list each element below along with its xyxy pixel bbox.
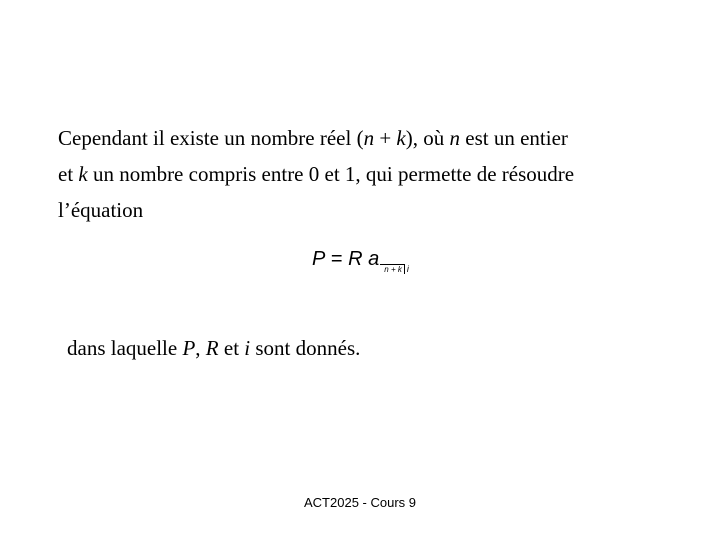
variable-p: P	[182, 336, 196, 360]
formula-rate: i	[406, 264, 409, 274]
subscript-term: n + k	[384, 265, 402, 274]
text-segment: sont donnés.	[250, 336, 361, 360]
given-statement	[67, 336, 360, 361]
variable-i: i	[244, 336, 251, 360]
equation	[312, 248, 409, 274]
text-segment: +	[374, 126, 397, 150]
variable-r: R	[205, 336, 219, 360]
slide-footer: ACT2025 - Cours 9	[304, 495, 416, 510]
intro-line-3: l’équation	[58, 198, 144, 222]
variable-n: n	[449, 126, 460, 150]
formula-r: R	[348, 248, 363, 270]
text-segment: ,	[195, 336, 206, 360]
text-segment: un nombre compris entre 0 et 1, qui permette de résoudre	[87, 162, 575, 186]
text-segment: est un entier	[460, 126, 568, 150]
text-segment: Cependant il existe un nombre réel (	[58, 126, 364, 150]
variable-k: k	[78, 162, 88, 186]
text-segment: ), où	[405, 126, 450, 150]
intro-line-2	[58, 156, 678, 192]
variable-k: k	[396, 126, 406, 150]
text-segment: dans laquelle	[67, 336, 183, 360]
text-segment: et	[58, 162, 79, 186]
angle-bar	[404, 264, 405, 274]
intro-line-1	[58, 120, 678, 156]
variable-n: n	[363, 126, 375, 150]
intro-paragraph	[58, 120, 678, 228]
text-segment: et	[218, 336, 245, 360]
annuity-subscript	[380, 264, 405, 275]
formula-p: P	[312, 248, 326, 270]
formula-a: a	[368, 248, 380, 270]
formula-equals: =	[325, 248, 349, 270]
